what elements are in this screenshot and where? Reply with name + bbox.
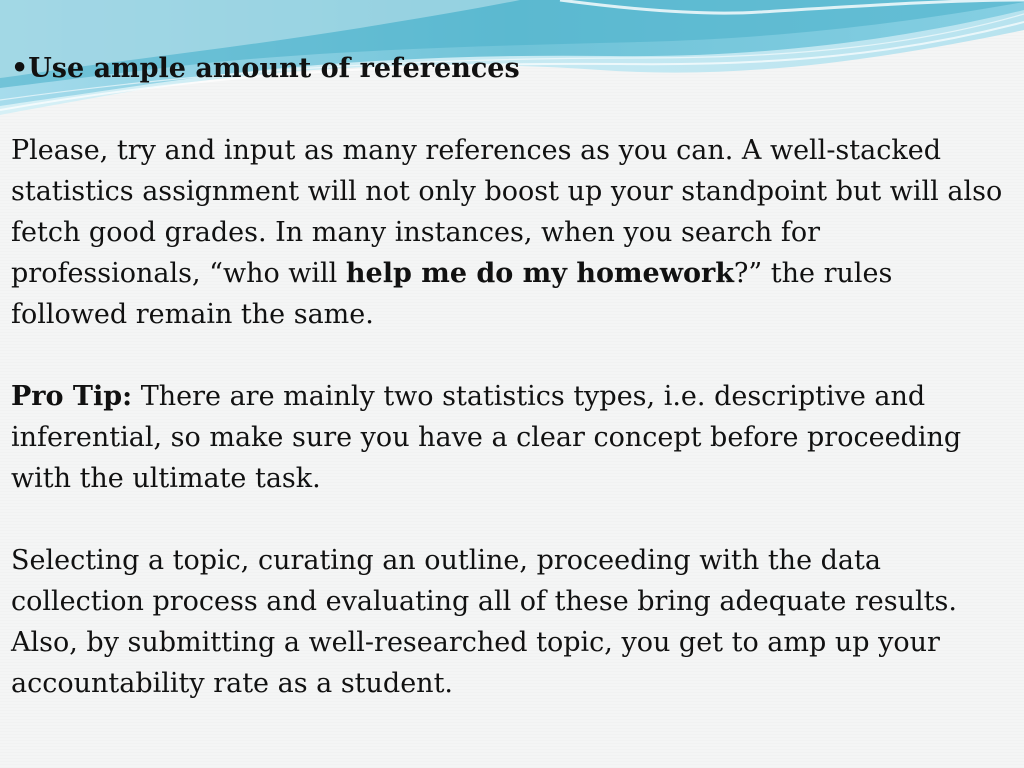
paragraph-pro-tip [11, 376, 1011, 499]
paragraph-references [11, 130, 1011, 335]
paragraph-text: Please, try and input as many references as you can. A well-stacked statistics assignment will not only boost up your standpoint but will also fetch good grades. In many instances, when you search for professionals, “who will [11, 135, 1003, 289]
pro-tip-label: Pro Tip: [11, 381, 133, 412]
slide-content [11, 48, 1011, 704]
paragraph-text: There are mainly two statistics types, i.e. descriptive and inferential, so make sure you have a clear concept before proceeding with the ultimate task. [11, 381, 962, 494]
bullet-glyph: • [11, 53, 29, 84]
homework-link-text: help me do my homework [345, 258, 734, 289]
paragraph-text: ?” the rules followed remain the same. [11, 258, 893, 330]
paragraph-text: Selecting a topic, curating an outline, proceeding with the data collection process and evaluating all of these bring adequate results. Also, by submitting a well-researched topic, you get to amp up your accountability rate as a student. [11, 545, 957, 699]
slide-heading [11, 48, 1011, 89]
paragraph-topic [11, 540, 1011, 704]
heading-text: Use ample amount of references [28, 53, 520, 84]
